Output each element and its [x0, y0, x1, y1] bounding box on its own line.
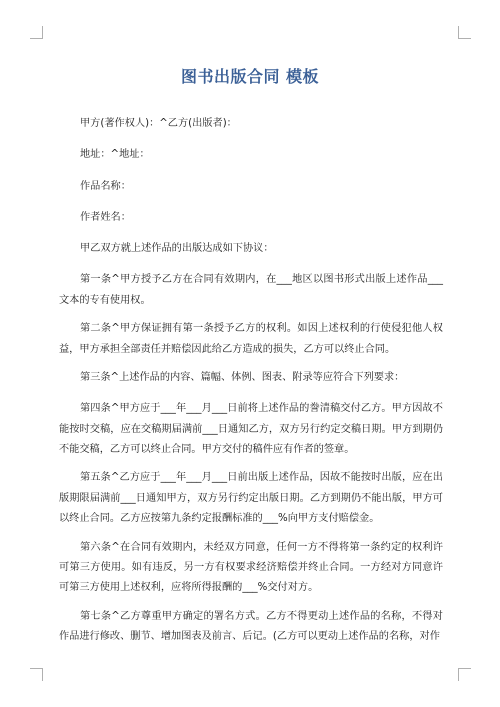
article-1: 第一条^甲方授予乙方在合同有效期内，在___地区以图书形式出版上述作品___文本的专有使用权。 [59, 274, 443, 306]
article-5: 第五条^乙方应于___年___月___日前出版上述作品，因故不能按时出版，应在出版期限届满前___日通知甲方，双方另行约定出版日期。乙方到期仍不能出版，甲方可以终止合同。乙方应按第九条约定报酬标准的___%向甲方支付赔偿金。 [59, 472, 443, 525]
document-title: 图书出版合同 模板 [180, 67, 320, 86]
article-4: 第四条^甲方应于___年___月___日前将上述作品的誊清稿交付乙方。甲方因故不能按时交稿，应在交稿期届满前___日通知乙方，双方另行约定交稿日期。甲方到期仍不能交稿，乙方可以终止合同。甲方交付的稿件应有作者的签章。 [59, 403, 443, 455]
article-7: 第七条^乙方尊重甲方确定的署名方式。乙方不得更动上述作品的名称，不得对作品进行修改、删节、增加图表及前言、后记。(乙方可以更动上述作品的名称，对作 [59, 610, 443, 642]
document-body [59, 114, 443, 655]
crop-mark-bottom-left [30, 668, 43, 681]
article-6: 第六条^在合同有效期内，未经双方同意，任何一方不得将第一条约定的权利许可第三方使用。如有违反，另一方有权要求经济赔偿并终止合同。一方经对方同意许可第三方使用上述权利，应将所得报酬的___%交付对方。 [59, 541, 443, 594]
crop-mark-top-left [30, 26, 43, 39]
crop-mark-bottom-right [458, 668, 471, 681]
crop-mark-top-right [458, 26, 471, 39]
address-line: 地址：^地址： [80, 149, 150, 161]
party-line: 甲方(著作权人)：^乙方(出版者)： [80, 118, 237, 129]
article-3: 第三条^上述作品的内容、篇幅、体例、图表、附录等应符合下列要求： [80, 372, 405, 384]
author-name-line: 作者姓名： [80, 211, 131, 223]
agreement-intro: 甲乙双方就上述作品的出版达成如下协议： [80, 243, 274, 255]
work-title-line: 作品名称： [80, 180, 131, 192]
article-2: 第二条^甲方保证拥有第一条授予乙方的权利。如因上述权利的行使侵犯他人权益，甲方承担全部责任并赔偿因此给乙方造成的损失，乙方可以终止合同。 [59, 323, 443, 355]
